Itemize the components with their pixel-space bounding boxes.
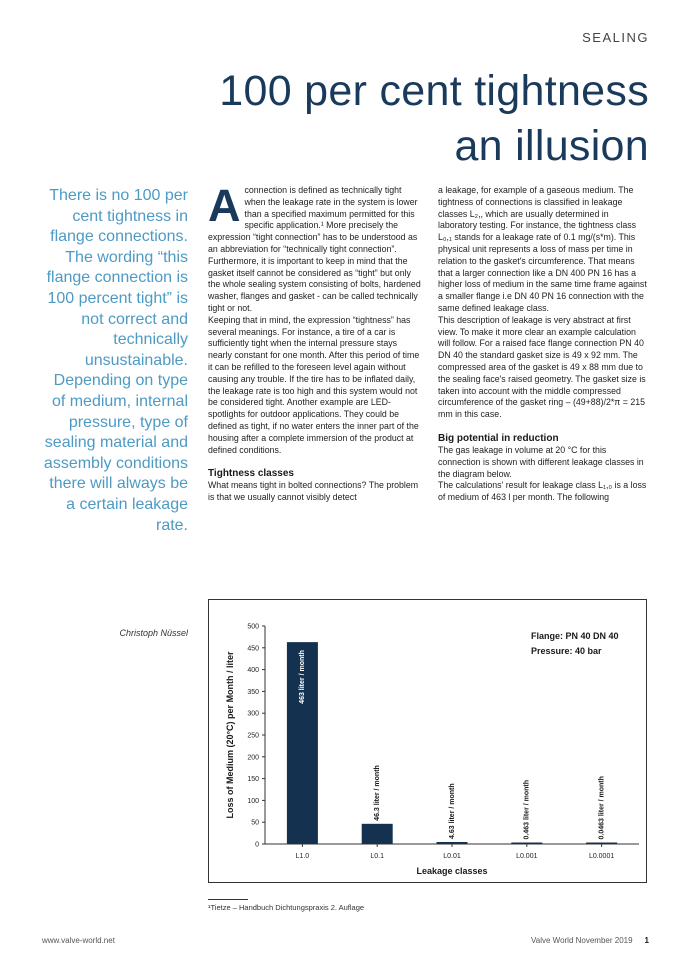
y-tick-label: 400: [247, 667, 259, 675]
title-line-1: 100 per cent tightness: [219, 67, 649, 115]
paragraph: This description of leakage is very abstract at first view. To make it more clear an example calculation will follow. For a raised face flange connection PN 40 DN 40 the standard gasket size is 49 x 92 mm. The compressed area of the gasket is 49 x 88 mm due to the sealing face's raised geometry. The gasket size is taken into account with the middle compressed circumference of the gasket ring – (49+88)/2*π = 215 mm in this case.: [438, 314, 646, 420]
bar: [586, 843, 617, 845]
paragraph-text: connection is defined as technically tight when the leakage rate in the system is lower than a specified maximum permitted for this specific application.¹ More precisely the expression “tight connection” has to be understood as an abbreviation for “technically tight connection”.: [208, 185, 418, 254]
y-tick-label: 300: [247, 710, 259, 718]
footer-issue: [531, 936, 649, 945]
footnote: ¹Tietze – Handbuch Dichtungspraxis 2. Auflage: [208, 903, 365, 912]
y-tick-label: 500: [247, 623, 259, 631]
paragraph: [208, 180, 423, 256]
x-tick-label: L0.0001: [588, 853, 615, 860]
y-tick-label: 200: [247, 754, 259, 762]
drop-cap: A: [208, 180, 241, 231]
y-tick-label: 150: [247, 776, 259, 784]
paragraph: a leakage, for example of a gaseous medium. The tightness of connections is classified in leakage classes L₂,, which are usually determined in laboratory testing. For instance, the tightness class L₀,₁ stands for a leakage rate of 0.1 mg/(s*m). This physical unit represents a loss of mass per time in relation to the gasket's circumference. That means that a larger connection like a DN 400 PN 16 has a higher loss of medium in the same time frame against a smaller flange i.e DN 40 PN 16 connection with the same defined leakage class.: [438, 185, 647, 313]
paragraph: Furthermore, it is important to keep in mind that the gasket itself cannot be considered as “tight” but only the whole sealing system consisting of bolts, hardened washer, flanges and gasket - can be called technically tight or not.: [208, 255, 421, 313]
paragraph: The gas leakage in volume at 20 °C for this connection is shown with different leakage classes in the diagram below.: [438, 444, 644, 479]
chart-svg: [209, 600, 648, 884]
footnote-divider: [208, 899, 248, 900]
x-tick-label: L1.0: [295, 853, 310, 860]
article-column-2: [438, 185, 648, 504]
paragraph: What means tight in bolted connections? The problem is that we usually cannot visibly detect: [208, 480, 419, 503]
y-tick-label: 50: [251, 819, 259, 827]
data-label: 0.463 liter / month: [523, 779, 531, 840]
x-tick-label: L0.1: [370, 853, 385, 860]
page-number: 1: [644, 936, 649, 945]
section-label: SEALING: [582, 30, 649, 45]
page-title: [219, 64, 649, 174]
x-tick-label: L0.01: [443, 853, 461, 860]
y-axis-label: Loss of Medium (20°C) per Month / liter: [225, 651, 235, 819]
bar: [437, 842, 468, 844]
y-tick-label: 250: [247, 732, 259, 740]
pull-quote: There is no 100 per cent tightness in flange connections. The wording “this flange connection is 100 percent tight” is not correct and technically unsustainable. Depending on type of medium, internal pressure, type of sealing material and assembly conditions there will always be a certain leakage rate.: [43, 187, 188, 534]
y-tick-label: 350: [247, 688, 259, 696]
y-tick-label: 100: [247, 797, 259, 805]
data-label: 4.63 liter / month: [448, 783, 456, 839]
data-label: 0.0463 liter / month: [598, 776, 606, 840]
issue-label: Valve World November 2019: [531, 936, 633, 945]
x-tick-label: L0.001: [516, 853, 538, 860]
chart-annotation: Pressure: 40 bar: [531, 646, 602, 656]
y-tick-label: 0: [255, 841, 259, 849]
subheading: Big potential in reduction: [438, 432, 559, 444]
bar: [362, 824, 393, 844]
y-tick-label: 450: [247, 645, 259, 653]
author-name: Christoph Nüssel: [119, 628, 188, 638]
chart-annotation: Flange: PN 40 DN 40: [531, 631, 619, 641]
subheading: Tightness classes: [208, 468, 294, 480]
paragraph: Keeping that in mind, the expression “tightness” has several meanings. For instance, a tire of a car is sufficiently tight when the internal pressure stays nearly constant for one month. After this period of time it can be refilled to the foreseen level again without causing any trouble. If the tire has to be inflated daily, the leakage rate is too high and this system would not be considered tight. Another example are LED-spotlights for outdoor applications. They could be defined as tight, if no water enters the inner part of the housing after a complete immersion of the product at defined conditions.: [208, 314, 420, 455]
paragraph: The calculations' result for leakage class L₁,₀ is a loss of medium of 463 l per month. The following: [438, 480, 647, 503]
data-label: 46.3 liter / month: [374, 765, 382, 821]
bar: [511, 843, 542, 845]
leakage-chart: [208, 599, 647, 883]
title-line-2: an illusion: [454, 122, 649, 170]
x-axis-label: Leakage classes: [416, 866, 488, 876]
data-label: 463 liter / month: [299, 650, 307, 704]
footer-url: www.valve-world.net: [42, 936, 115, 945]
article-column-1: [208, 180, 423, 504]
